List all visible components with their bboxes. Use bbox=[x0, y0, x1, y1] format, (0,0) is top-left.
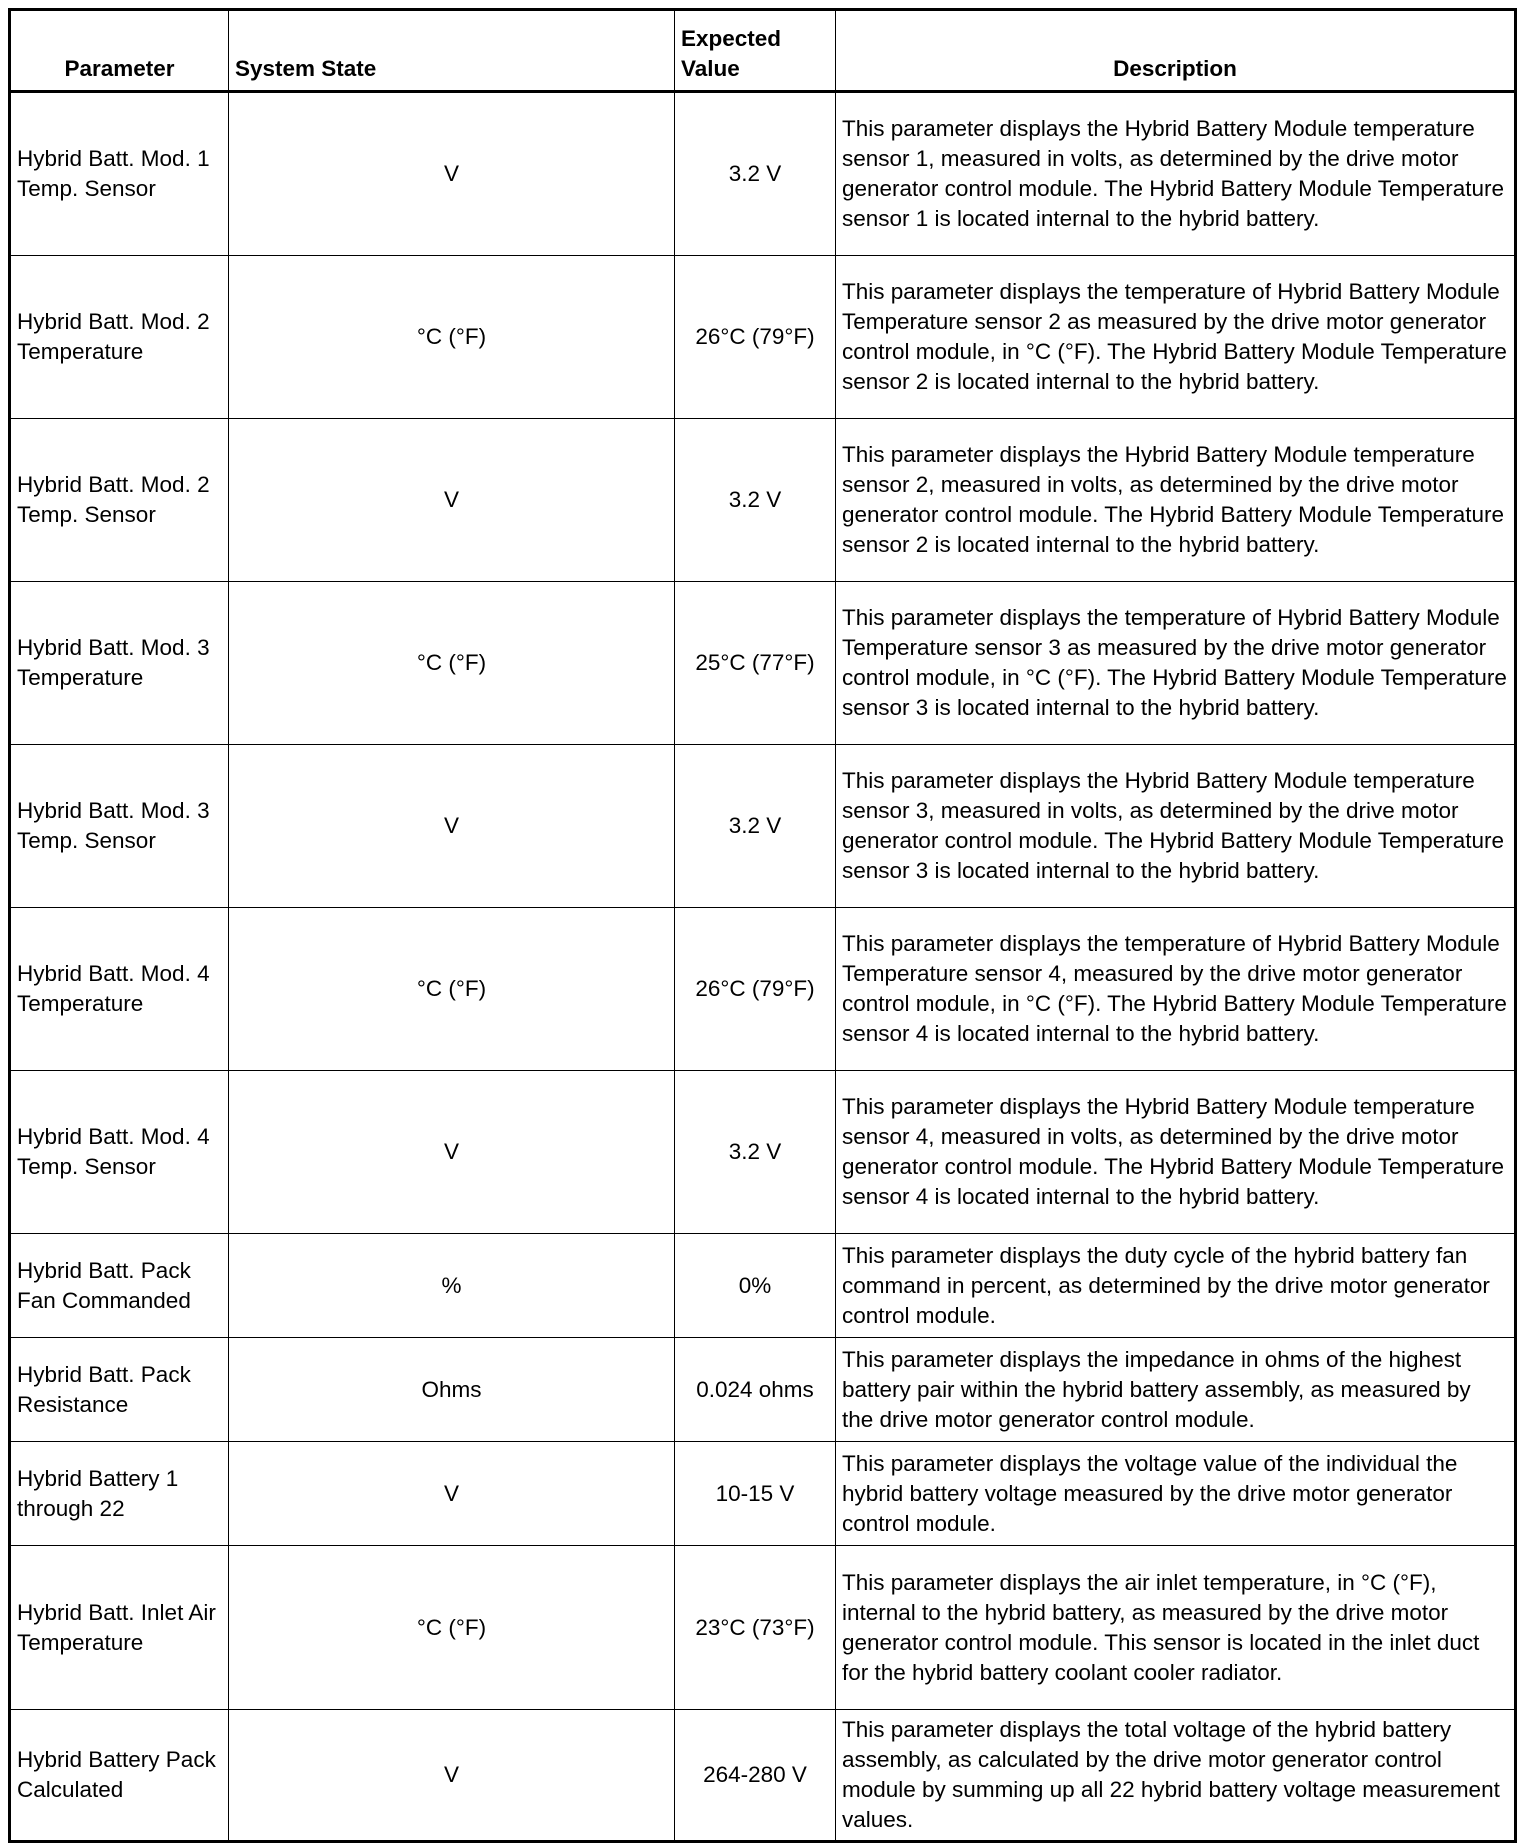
parameter-cell: Hybrid Batt. Mod. 3 Temperature bbox=[10, 582, 229, 745]
table-header-row bbox=[10, 10, 1516, 92]
parameter-cell: Hybrid Batt. Mod. 3 Temp. Sensor bbox=[10, 745, 229, 908]
description-cell: This parameter displays the Hybrid Battery Module temperature sensor 2, measured in volts, as determined by the drive motor generator control module. The Hybrid Battery Module Temperature sensor 2 is located internal to the hybrid battery. bbox=[836, 419, 1516, 582]
description-cell: This parameter displays the temperature of Hybrid Battery Module Temperature sensor 2 as measured by the drive motor generator control module, in °C (°F). The Hybrid Battery Module Temperature sensor 2 is located internal to the hybrid battery. bbox=[836, 256, 1516, 419]
description-cell: This parameter displays the Hybrid Battery Module temperature sensor 1, measured in volts, as determined by the drive motor generator control module. The Hybrid Battery Module Temperature sensor 1 is located internal to the hybrid battery. bbox=[836, 92, 1516, 256]
parameter-cell: Hybrid Batt. Pack Resistance bbox=[10, 1338, 229, 1442]
parameter-table-sheet bbox=[8, 8, 1517, 1843]
table-row bbox=[10, 1234, 1516, 1338]
system-state-cell: V bbox=[229, 1710, 675, 1842]
expected-value-cell: 10-15 V bbox=[675, 1442, 836, 1546]
table-row bbox=[10, 1710, 1516, 1842]
system-state-cell: % bbox=[229, 1234, 675, 1338]
system-state-cell: V bbox=[229, 745, 675, 908]
parameter-cell: Hybrid Batt. Pack Fan Commanded bbox=[10, 1234, 229, 1338]
system-state-cell: V bbox=[229, 1442, 675, 1546]
table-row bbox=[10, 745, 1516, 908]
parameter-cell: Hybrid Batt. Mod. 1 Temp. Sensor bbox=[10, 92, 229, 256]
description-cell: This parameter displays the Hybrid Battery Module temperature sensor 4, measured in volts, as determined by the drive motor generator control module. The Hybrid Battery Module Temperature sensor 4 is located internal to the hybrid battery. bbox=[836, 1071, 1516, 1234]
expected-value-cell: 3.2 V bbox=[675, 419, 836, 582]
description-cell: This parameter displays the impedance in ohms of the highest battery pair within the hybrid battery assembly, as measured by the drive motor generator control module. bbox=[836, 1338, 1516, 1442]
table-row bbox=[10, 1546, 1516, 1710]
expected-value-cell: 26°C (79°F) bbox=[675, 256, 836, 419]
system-state-cell: V bbox=[229, 92, 675, 256]
table-row bbox=[10, 1071, 1516, 1234]
expected-value-cell: 3.2 V bbox=[675, 92, 836, 256]
expected-value-cell: 23°C (73°F) bbox=[675, 1546, 836, 1710]
system-state-cell: V bbox=[229, 1071, 675, 1234]
description-cell: This parameter displays the air inlet temperature, in °C (°F), internal to the hybrid battery, as measured by the drive motor generator control module. This sensor is located in the inlet duct for the hybrid battery coolant cooler radiator. bbox=[836, 1546, 1516, 1710]
table-row bbox=[10, 419, 1516, 582]
parameter-cell: Hybrid Battery 1 through 22 bbox=[10, 1442, 229, 1546]
parameter-cell: Hybrid Batt. Mod. 4 Temperature bbox=[10, 908, 229, 1071]
parameter-table bbox=[8, 8, 1517, 1843]
header-parameter: Parameter bbox=[10, 10, 229, 92]
description-cell: This parameter displays the Hybrid Battery Module temperature sensor 3, measured in volts, as determined by the drive motor generator control module. The Hybrid Battery Module Temperature sensor 3 is located internal to the hybrid battery. bbox=[836, 745, 1516, 908]
expected-value-cell: 0% bbox=[675, 1234, 836, 1338]
table-row bbox=[10, 92, 1516, 256]
expected-value-cell: 25°C (77°F) bbox=[675, 582, 836, 745]
description-cell: This parameter displays the temperature of Hybrid Battery Module Temperature sensor 4, measured by the drive motor generator control module, in °C (°F). The Hybrid Battery Module Temperature sensor 4 is located internal to the hybrid battery. bbox=[836, 908, 1516, 1071]
table-row bbox=[10, 256, 1516, 419]
parameter-cell: Hybrid Batt. Inlet Air Temperature bbox=[10, 1546, 229, 1710]
system-state-cell: °C (°F) bbox=[229, 1546, 675, 1710]
description-cell: This parameter displays the duty cycle of the hybrid battery fan command in percent, as determined by the drive motor generator control module. bbox=[836, 1234, 1516, 1338]
description-cell: This parameter displays the temperature of Hybrid Battery Module Temperature sensor 3 as measured by the drive motor generator control module, in °C (°F). The Hybrid Battery Module Temperature sensor 3 is located internal to the hybrid battery. bbox=[836, 582, 1516, 745]
system-state-cell: °C (°F) bbox=[229, 908, 675, 1071]
parameter-cell: Hybrid Batt. Mod. 2 Temperature bbox=[10, 256, 229, 419]
expected-value-cell: 3.2 V bbox=[675, 745, 836, 908]
expected-value-cell: 264-280 V bbox=[675, 1710, 836, 1842]
system-state-cell: V bbox=[229, 419, 675, 582]
table-row bbox=[10, 1338, 1516, 1442]
table-row bbox=[10, 582, 1516, 745]
expected-value-cell: 26°C (79°F) bbox=[675, 908, 836, 1071]
header-system-state: System State bbox=[229, 10, 675, 92]
parameter-cell: Hybrid Batt. Mod. 4 Temp. Sensor bbox=[10, 1071, 229, 1234]
system-state-cell: Ohms bbox=[229, 1338, 675, 1442]
expected-value-cell: 3.2 V bbox=[675, 1071, 836, 1234]
table-row bbox=[10, 1442, 1516, 1546]
expected-value-cell: 0.024 ohms bbox=[675, 1338, 836, 1442]
header-description: Description bbox=[836, 10, 1516, 92]
system-state-cell: °C (°F) bbox=[229, 256, 675, 419]
description-cell: This parameter displays the voltage value of the individual the hybrid battery voltage measured by the drive motor generator control module. bbox=[836, 1442, 1516, 1546]
system-state-cell: °C (°F) bbox=[229, 582, 675, 745]
table-row bbox=[10, 908, 1516, 1071]
description-cell: This parameter displays the total voltage of the hybrid battery assembly, as calculated by the drive motor generator control module by summing up all 22 hybrid battery voltage measurement values. bbox=[836, 1710, 1516, 1842]
parameter-cell: Hybrid Batt. Mod. 2 Temp. Sensor bbox=[10, 419, 229, 582]
header-expected-value: Expected Value bbox=[675, 10, 836, 92]
parameter-cell: Hybrid Battery Pack Calculated bbox=[10, 1710, 229, 1842]
